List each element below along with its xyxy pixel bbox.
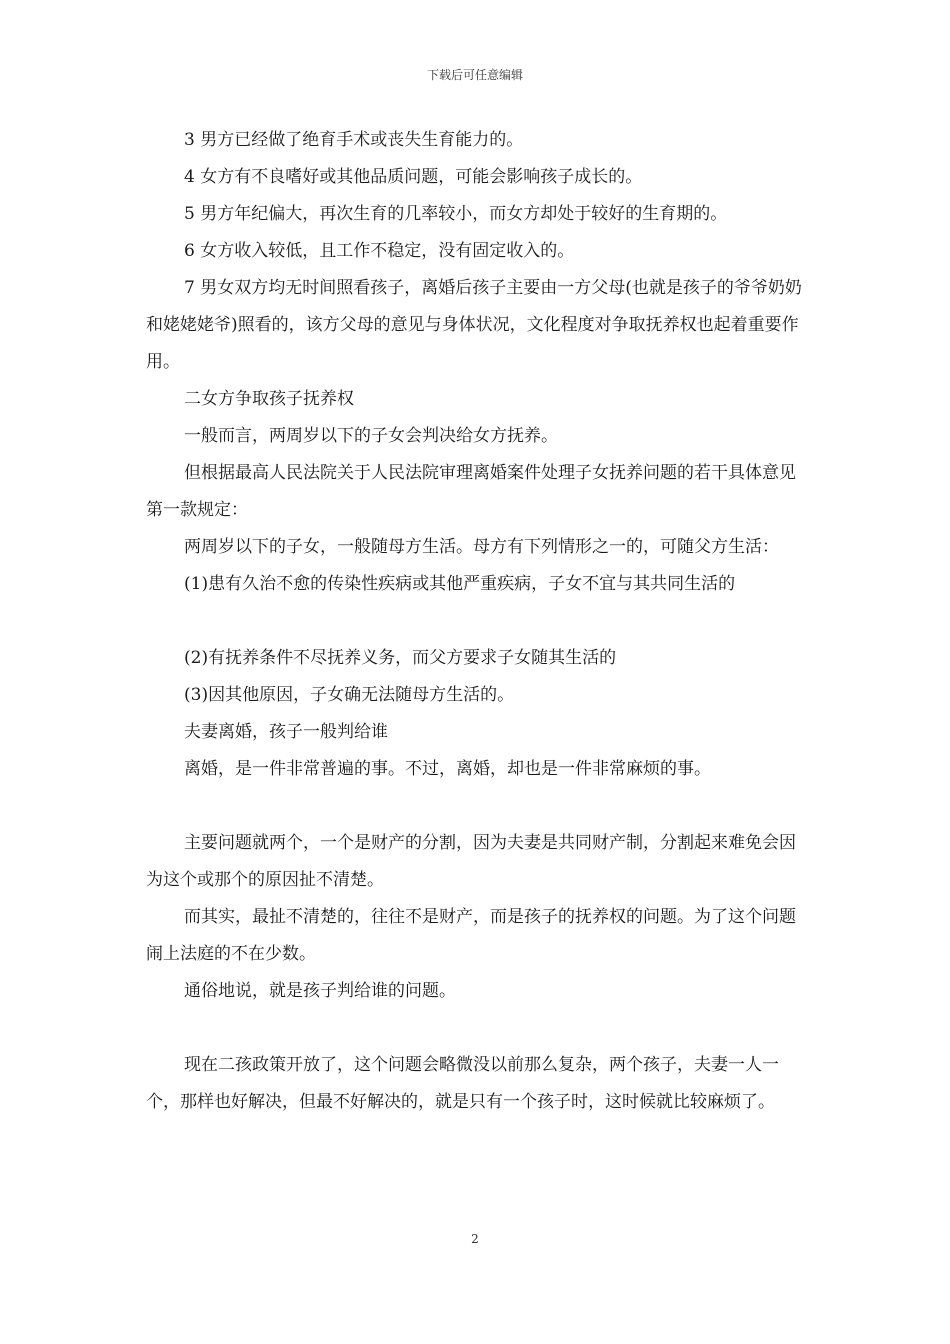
paragraph: 一般而言，两周岁以下的子女会判决给女方抚养。	[184, 426, 558, 446]
list-item: (3)因其他原因，子女确无法随母方生活的。	[184, 685, 515, 705]
paragraph: 主要问题就两个，一个是财产的分割，因为夫妻是共同财产制，分割起来难免会因为这个或那个的原因扯不清楚。	[146, 833, 796, 890]
document-body	[146, 122, 806, 1121]
paragraph: 3 男方已经做了绝育手术或丧失生育能力的。	[184, 130, 524, 150]
paragraph: 而其实，最扯不清楚的，往往不是财产，而是孩子的抚养权的问题。为了这个问题闹上法庭的不在少数。	[146, 907, 796, 964]
paragraph: 两周岁以下的子女，一般随母方生活。母方有下列情形之一的，可随父方生活：	[184, 537, 779, 557]
blank-line	[146, 603, 806, 640]
paragraph: 4 女方有不良嗜好或其他品质问题，可能会影响孩子成长的。	[184, 167, 643, 187]
section-heading: 夫妻离婚，孩子一般判给谁	[184, 722, 388, 742]
blank-line	[146, 788, 806, 825]
paragraph: 现在二孩政策开放了，这个问题会略微没以前那么复杂，两个孩子，夫妻一人一个，那样也好解决，但最不好解决的，就是只有一个孩子时，这时候就比较麻烦了。	[146, 1055, 779, 1112]
page-header: 下载后可任意编辑	[426, 68, 523, 82]
paragraph: 5 男方年纪偏大，再次生育的几率较小，而女方却处于较好的生育期的。	[184, 204, 728, 224]
list-item: (1)患有久治不愈的传染性疾病或其他严重疾病，子女不宜与其共同生活的	[184, 574, 736, 594]
paragraph: 通俗地说，就是孩子判给谁的问题。	[184, 981, 456, 1001]
paragraph: 但根据最高人民法院关于人民法院审理离婚案件处理子女抚养问题的若干具体意见第一款规定：	[146, 463, 796, 520]
paragraph: 6 女方收入较低，且工作不稳定，没有固定收入的。	[184, 241, 575, 261]
section-heading: 二女方争取孩子抚养权	[184, 389, 354, 409]
paragraph: 离婚，是一件非常普遍的事。不过，离婚，却也是一件非常麻烦的事。	[184, 759, 711, 779]
blank-line	[146, 1010, 806, 1047]
paragraph: 7 男女双方均无时间照看孩子，离婚后孩子主要由一方父母(也就是孩子的爷爷奶奶和姥姥姥爷)照看的，该方父母的意见与身体状况，文化程度对争取抚养权也起着重要作用。	[146, 278, 802, 372]
list-item: (2)有抚养条件不尽抚养义务，而父方要求子女随其生活的	[184, 648, 617, 668]
page-number: 2	[471, 1232, 479, 1246]
